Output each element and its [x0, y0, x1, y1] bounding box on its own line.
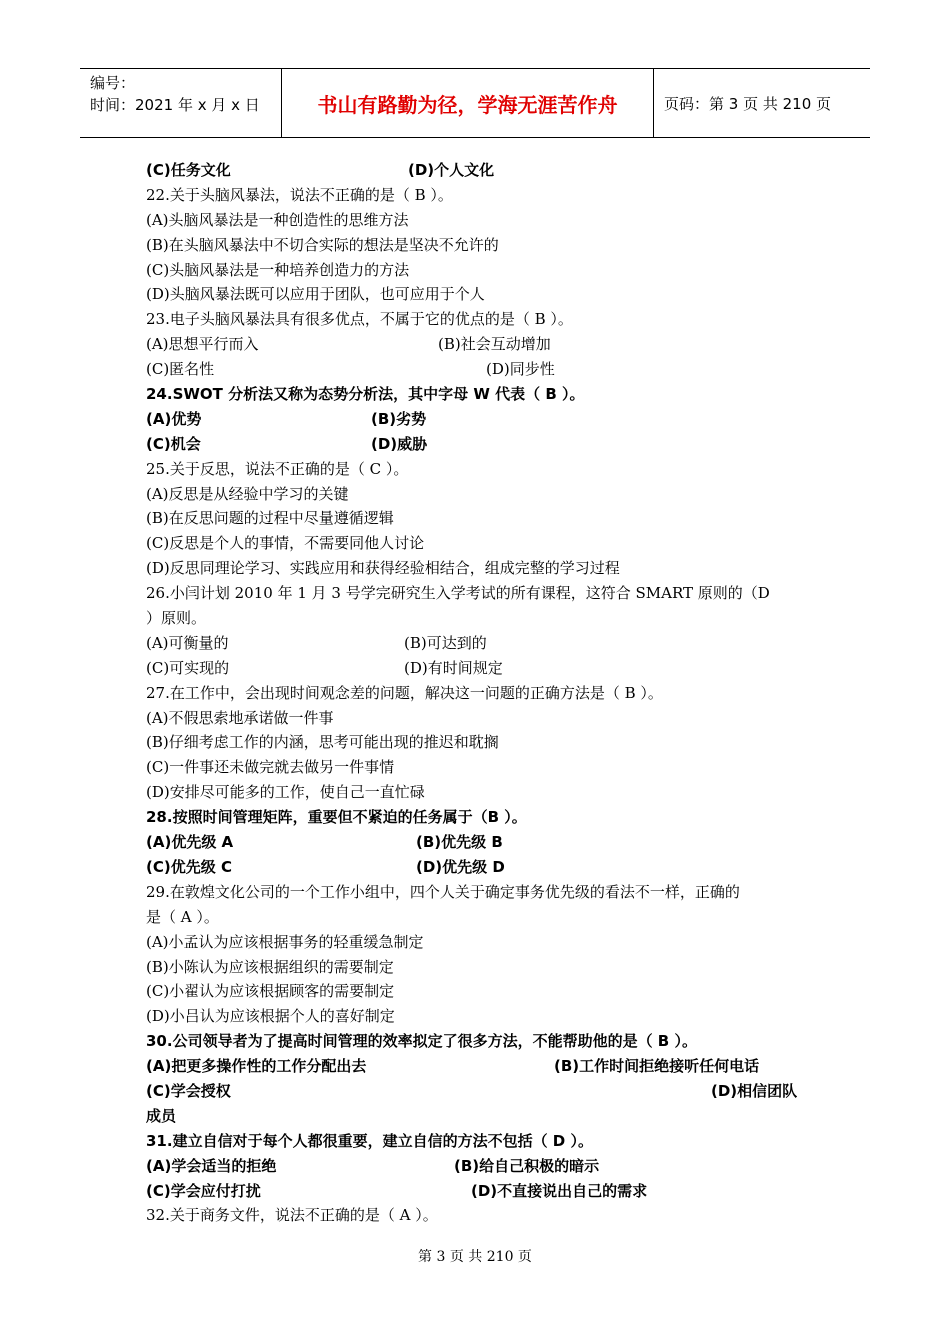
document-code-label: 编号：	[90, 74, 136, 92]
line-text: (C)任务文化	[146, 161, 231, 179]
text-line	[146, 979, 826, 1004]
line-text: (C)一件事还未做完就去做另一件事情	[146, 758, 395, 777]
text-line	[146, 1054, 826, 1079]
line-text: 成员	[146, 1106, 177, 1125]
option-text: (D)威胁	[371, 434, 428, 453]
option-text: (D)同步性	[486, 360, 555, 379]
line-text: (C)优先级 C	[146, 857, 232, 876]
line-text: (C)头脑风暴法是一种培养创造力的方法	[146, 260, 410, 279]
option-text: (D)优先级 D	[416, 857, 505, 876]
text-line	[146, 457, 826, 482]
line-text: (A)思想平行而入	[146, 335, 259, 354]
line-text: (A)学会适当的拒绝	[146, 1156, 277, 1175]
line-text: (A)不假思索地承诺做一件事	[146, 708, 334, 727]
line-text: (D)小吕认为应该根据个人的喜好制定	[146, 1007, 395, 1026]
line-text: (C)可实现的	[146, 658, 230, 677]
option-text: (D)不直接说出自己的需求	[471, 1181, 648, 1200]
line-text: 31.建立自信对于每个人都很重要，建立自信的方法不包括（ D ）。	[146, 1131, 593, 1150]
text-line	[146, 1079, 826, 1104]
line-text: (D)反思同理论学习、实践应用和获得经验相结合，组成完整的学习过程	[146, 559, 620, 578]
line-text: (B)仔细考虑工作的内涵，思考可能出现的推迟和耽搁	[146, 733, 499, 752]
text-line	[146, 1004, 826, 1029]
text-line	[146, 755, 826, 780]
option-text: (D)个人文化	[408, 161, 495, 179]
document-body	[146, 158, 826, 1228]
text-line	[146, 955, 826, 980]
text-line	[146, 183, 826, 208]
line-text: 是（ A ）。	[146, 907, 219, 926]
line-text: (A)把更多操作性的工作分配出去	[146, 1057, 367, 1076]
line-text: (D)头脑风暴法既可以应用于团队，也可应用于个人	[146, 285, 485, 304]
text-line	[146, 830, 826, 855]
line-text: (C)反思是个人的事情，不需要同他人讨论	[146, 534, 425, 553]
text-line	[146, 805, 826, 830]
line-text: 23.电子头脑风暴法具有很多优点，不属于它的优点的是（ B ）。	[146, 310, 573, 329]
line-text: (C)学会应付打扰	[146, 1181, 261, 1200]
option-text: (B)给自己积极的暗示	[454, 1156, 600, 1175]
text-line	[146, 930, 826, 955]
line-text: (B)在头脑风暴法中不切合实际的想法是坚决不允许的	[146, 235, 499, 254]
text-line	[146, 855, 826, 880]
line-text: 22.关于头脑风暴法，说法不正确的是（ B ）。	[146, 185, 453, 204]
line-text: (C)机会	[146, 434, 201, 453]
line-text: (A)可衡量的	[146, 633, 229, 652]
text-line	[146, 233, 826, 258]
text-line	[146, 158, 826, 183]
text-line	[146, 531, 826, 556]
header-page-info: 页码：第 3 页 共 210 页	[664, 94, 832, 113]
document-date: 时间：2021 年 x 月 x 日	[90, 96, 260, 114]
text-line	[146, 780, 826, 805]
line-text: 28.按照时间管理矩阵，重要但不紧迫的任务属于（B ）。	[146, 808, 527, 827]
line-text: (A)优势	[146, 409, 202, 428]
line-text: (D)安排尽可能多的工作，使自己一直忙碌	[146, 783, 425, 802]
line-text: (B)小陈认为应该根据组织的需要制定	[146, 957, 394, 976]
text-line	[146, 357, 826, 382]
option-text: (B)工作时间拒绝接听任何电话	[554, 1057, 760, 1076]
text-line	[146, 382, 826, 407]
text-line	[146, 656, 826, 681]
line-text: (C)学会授权	[146, 1081, 231, 1100]
option-text: (D)有时间规定	[404, 658, 503, 677]
line-text: 25.关于反思，说法不正确的是（ C ）。	[146, 459, 409, 478]
text-line	[146, 606, 826, 631]
line-text: (B)在反思问题的过程中尽量遵循逻辑	[146, 509, 394, 528]
page-header	[80, 68, 870, 138]
line-text: 30.公司领导者为了提高时间管理的效率拟定了很多方法，不能帮助他的是（ B ）。	[146, 1032, 697, 1051]
header-motto: 书山有路勤为径，学海无涯苦作舟	[282, 69, 654, 137]
option-text: (B)劣势	[371, 409, 427, 428]
text-line	[146, 905, 826, 930]
line-text: 24.SWOT 分析法又称为态势分析法，其中字母 W 代表（ B ）。	[146, 385, 585, 404]
header-meta	[80, 69, 282, 137]
text-line	[146, 332, 826, 357]
line-text: 27.在工作中，会出现时间观念差的问题，解决这一问题的正确方法是（ B ）。	[146, 683, 663, 702]
text-line	[146, 258, 826, 283]
line-text: 26.小闫计划 2010 年 1 月 3 号学完研究生入学考试的所有课程，这符合 SMART 原则的（D	[146, 584, 770, 603]
text-line	[146, 482, 826, 507]
text-line	[146, 556, 826, 581]
line-text: (A)优先级 A	[146, 833, 234, 852]
text-line	[146, 1129, 826, 1154]
text-line	[146, 706, 826, 731]
text-line	[146, 407, 826, 432]
text-line	[146, 581, 826, 606]
text-line	[146, 208, 826, 233]
text-line	[146, 1104, 826, 1129]
option-text: (B)可达到的	[404, 633, 487, 652]
line-text: 29.在敦煌文化公司的一个工作小组中，四个人关于确定事务优先级的看法不一样，正确的	[146, 882, 740, 901]
line-text: 32.关于商务文件，说法不正确的是（ A ）。	[146, 1206, 438, 1225]
text-line	[146, 1203, 826, 1228]
text-line	[146, 1029, 826, 1054]
text-line	[146, 282, 826, 307]
text-line	[146, 1154, 826, 1179]
option-text: (B)优先级 B	[416, 833, 503, 852]
line-text: (A)头脑风暴法是一种创造性的思维方法	[146, 210, 409, 229]
line-text: (A)小孟认为应该根据事务的轻重缓急制定	[146, 932, 424, 951]
text-line	[146, 631, 826, 656]
line-text: ）原则。	[146, 609, 207, 628]
option-text: (B)社会互动增加	[438, 335, 551, 354]
text-line	[146, 307, 826, 332]
option-text: (D)相信团队	[711, 1081, 798, 1100]
page-footer: 第 3 页 共 210 页	[418, 1249, 532, 1265]
text-line	[146, 506, 826, 531]
line-text: (A)反思是从经验中学习的关键	[146, 484, 349, 503]
text-line	[146, 432, 826, 457]
line-text: (C)小翟认为应该根据顾客的需要制定	[146, 982, 395, 1001]
text-line	[146, 880, 826, 905]
text-line	[146, 681, 826, 706]
text-line	[146, 1179, 826, 1204]
line-text: (C)匿名性	[146, 360, 215, 379]
text-line	[146, 730, 826, 755]
